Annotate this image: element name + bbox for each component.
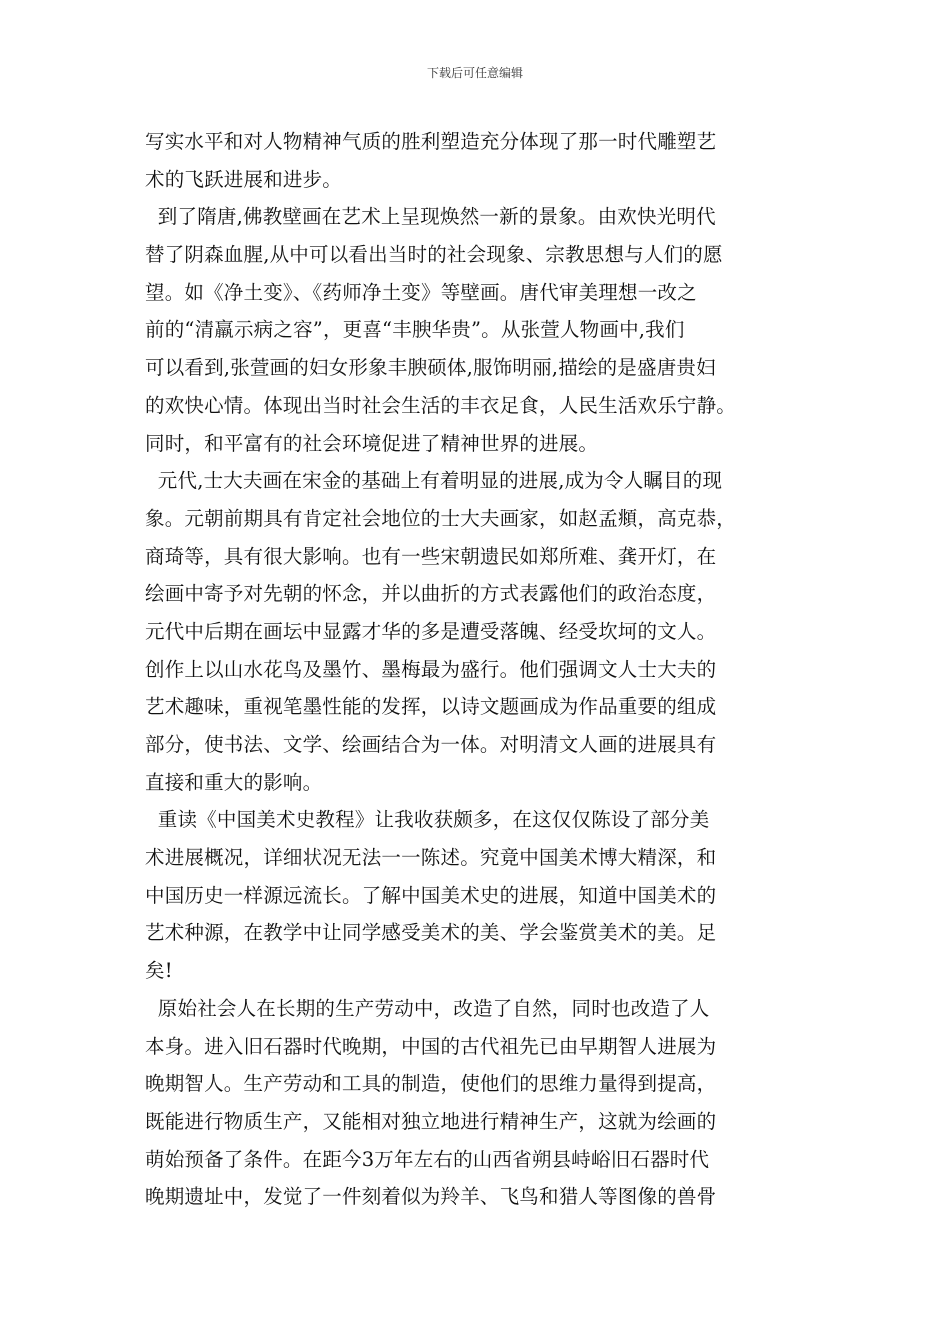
text-line: 萌始预备了条件。在距今3万年左右的山西省朔县峙峪旧石器时代 [145, 1147, 710, 1171]
text-line: 艺术趣味，重视笔墨性能的发挥，以诗文题画成为作品重要的组成 [145, 695, 717, 719]
text-line: 同时，和平富有的社会环境促进了精神世界的进展。 [145, 431, 599, 455]
text-line: 元代,士大夫画在宋金的基础上有着明显的进展,成为令人瞩目的现 [145, 469, 723, 493]
text-line: 的欢快心情。体现出当时社会生活的丰衣足食，人民生活欢乐宁静。 [145, 393, 737, 417]
text-line: 部分，使书法、文学、绘画结合为一体。对明清文人画的进展具有 [145, 733, 717, 756]
text-line: 象。元朝前期具有肯定社会地位的士大夫画家，如赵孟頫，高克恭， [145, 506, 737, 530]
text-line: 替了阴森血腥,从中可以看出当时的社会现象、宗教思想与人们的愿 [145, 243, 723, 267]
text-line: 元代中后期在画坛中显露才华的多是遭受落魄、经受坎坷的文人。 [145, 619, 717, 643]
text-line: 重读《中国美术史教程》让我收获颇多，在这仅仅陈设了部分美 [145, 808, 710, 832]
text-line: 原始社会人在长期的生产劳动中，改造了自然，同时也改造了人 [145, 996, 710, 1020]
text-line: 既能进行物质生产，又能相对独立地进行精神生产，这就为绘画的 [145, 1109, 717, 1133]
text-line: 到了隋唐,佛教壁画在艺术上呈现焕然一新的景象。由欢快光明代 [145, 205, 716, 229]
text-line: 术进展概况，详细状况无法一一陈述。究竟中国美术博大精深，和 [145, 846, 717, 870]
text-line: 前的“清羸示病之容”，更喜“丰腴华贵”。从张萱人物画中,我们 [145, 318, 685, 342]
text-line: 望。如《净土变》、《药师净土变》等壁画。唐代审美理想一改之 [145, 280, 697, 304]
text-line: 晚期遗址中，发觉了一件刻着似为羚羊、飞鸟和猎人等图像的兽骨 [145, 1185, 717, 1209]
text-line: 写实水平和对人物精神气质的胜利塑造充分体现了那一时代雕塑艺 [145, 130, 717, 153]
page-header: 下载后可任意编辑 [426, 66, 523, 80]
text-line: 艺术种源，在教学中让同学感受美术的美、学会鉴赏美术的美。足 [145, 921, 717, 945]
text-line: 中国历史一样源远流长。了解中国美术史的进展，知道中国美术的 [145, 883, 717, 907]
text-line: 本身。进入旧石器时代晚期，中国的古代祖先已由早期智人进展为 [145, 1034, 717, 1058]
text-line: 创作上以山水花鸟及墨竹、墨梅最为盛行。他们强调文人士大夫的 [145, 657, 717, 681]
text-line: 绘画中寄予对先朝的怀念，并以曲折的方式表露他们的政治态度， [145, 582, 717, 606]
text-line: 术的飞跃进展和进步。 [145, 167, 343, 191]
text-line: 晚期智人。生产劳动和工具的制造，使他们的思维力量得到提高， [145, 1072, 717, 1096]
text-line: 直接和重大的影响。 [145, 770, 323, 794]
text-line: 可以看到,张萱画的妇女形象丰腴硕体,服饰明丽,描绘的是盛唐贵妇 [145, 356, 716, 380]
text-line: 矣! [145, 959, 173, 983]
document-body [145, 123, 825, 1216]
text-line: 商琦等，具有很大影响。也有一些宋朝遗民如郑所难、龚开灯，在 [145, 544, 717, 568]
